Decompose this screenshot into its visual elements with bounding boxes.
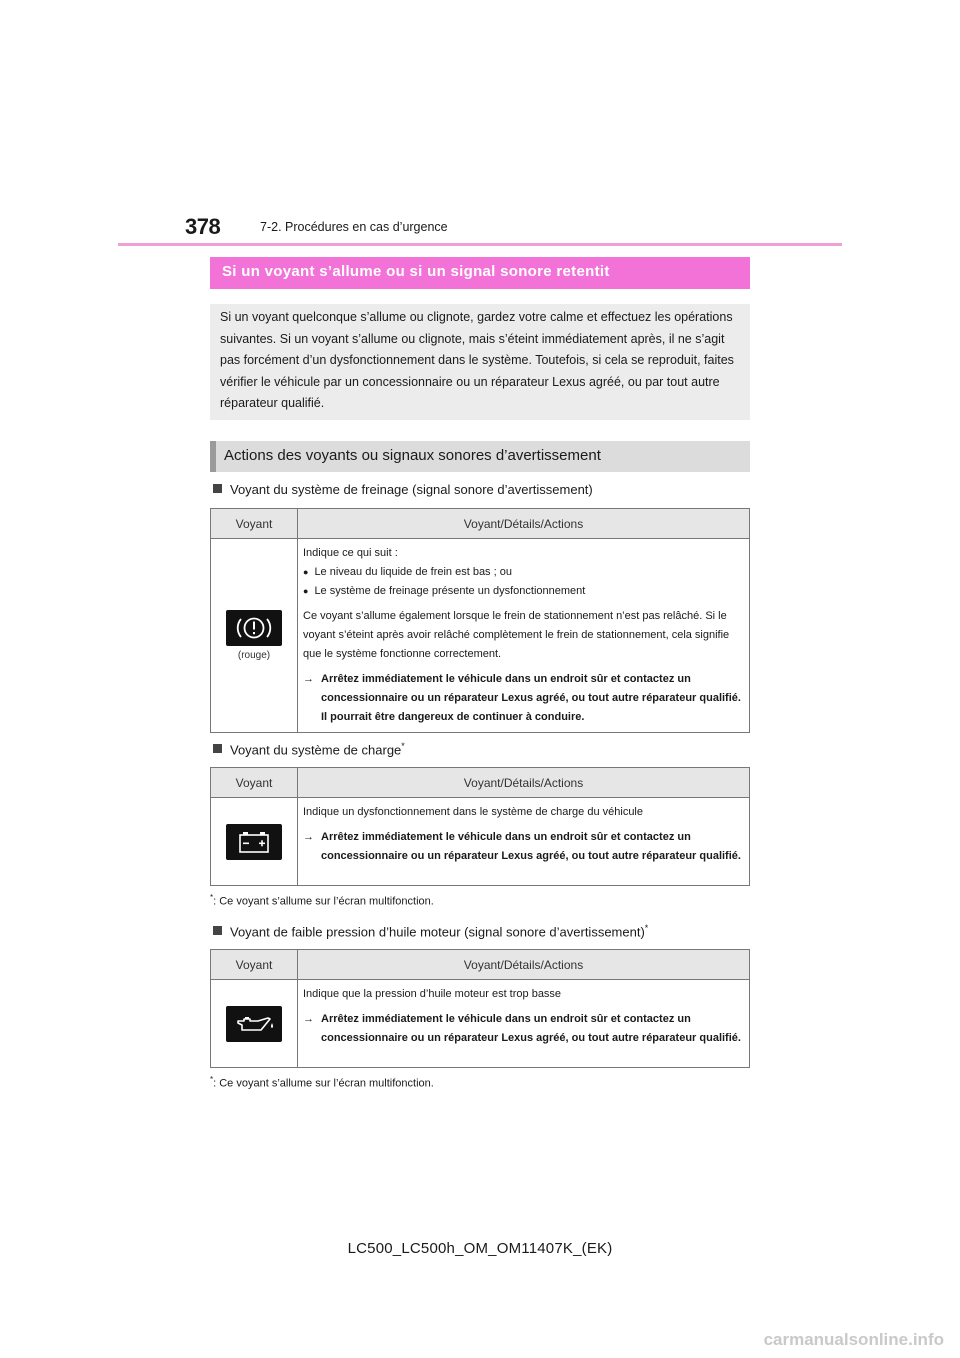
square-bullet-icon [213,484,222,493]
brake-action [303,670,744,727]
charge-footnote [210,893,434,908]
square-bullet-icon [213,926,222,935]
col-header-voyant: Voyant [211,950,298,980]
intro-text: Si un voyant quelconque s’allume ou clignote, gardez votre calme et effectuez les opérations suivantes. Si un voyant s’allume ou clignote, mais s’éteint immédiatement après, il ne s’agit pas forcément d’un dysfonctionnement dans le système. Toutefois, si cela se reproduit, faites vérifier le véhicule par un concessionnaire ou un réparateur Lexus agréé, ou par tout autre réparateur qualifié. [220,310,734,410]
section-header: Actions des voyants ou signaux sonores d’avertissement [210,441,750,472]
arrow-icon: → [303,1013,314,1025]
col-header-details: Voyant/Détails/Actions [298,950,750,980]
oil-action [303,1010,744,1048]
charge-action-text: Arrêtez immédiatement le véhicule dans un endroit sûr et contactez un concessionnaire ou un réparateur Lexus agréé, ou tout autre réparateur qualifié. [321,831,741,862]
oil-footnote [210,1075,434,1090]
section-banner: Si un voyant s’allume ou si un signal sonore retentit [210,257,750,289]
charge-footnote-text: : Ce voyant s’allume sur l’écran multifonction. [213,895,434,908]
oil-table [210,949,750,1068]
col-header-details: Voyant/Détails/Actions [298,509,750,539]
footnote-star: * [210,1075,214,1084]
oil-title: Voyant de faible pression d’huile moteur (signal sonore d’avertissement) [230,924,645,940]
charge-icon-cell [211,798,298,886]
brake-bullet-2: ● Le système de freinage présente un dysfonctionnement [303,582,744,601]
col-header-voyant: Voyant [211,768,298,798]
charge-footnote-mark: * [401,741,405,751]
brake-subtitle [213,482,593,497]
charge-detail: Indique un dysfonctionnement dans le système de charge du véhicule [303,806,643,818]
watermark: carmanualsonline.info [763,1330,944,1349]
brake-title: Voyant du système de freinage (signal sonore d’avertissement) [230,482,593,497]
header-rule [118,243,842,246]
battery-icon [226,824,282,860]
col-header-details: Voyant/Détails/Actions [298,768,750,798]
brake-intro: Indique ce qui suit : [303,547,398,559]
brake-warning-icon [226,610,282,646]
brake-paragraph: Ce voyant s’allume également lorsque le frein de stationnement n’est pas relâché. Si le voyant s’éteint après avoir relâché complètement le frein de stationnement, cela signifie que le système fonctionne correctement. [303,610,730,660]
oil-details [298,980,750,1068]
charge-details [298,798,750,886]
charge-subtitle [213,741,405,757]
brake-color-label: (rouge) [237,650,271,661]
brake-table [210,508,750,733]
charge-title: Voyant du système de charge [230,742,402,758]
charge-table [210,767,750,886]
oil-icon-cell [211,980,298,1068]
col-header-voyant: Voyant [211,509,298,539]
brake-details [298,539,750,733]
oil-action-text: Arrêtez immédiatement le véhicule dans un endroit sûr et contactez un concessionnaire ou un réparateur Lexus agréé, ou tout autre réparateur qualifié. [321,1013,741,1044]
oil-detail: Indique que la pression d’huile moteur est trop basse [303,988,562,1000]
brake-action-text: Arrêtez immédiatement le véhicule dans un endroit sûr et contactez un concessionnaire ou un réparateur Lexus agréé, ou tout autre réparateur qualifié. Il pourrait être dangereux de continuer à conduire. [321,673,741,723]
page-number: 378 [185,214,221,239]
oil-subtitle [213,923,648,939]
oil-can-icon [226,1006,282,1042]
oil-footnote-mark: * [644,923,649,933]
arrow-icon: → [303,831,314,843]
square-bullet-icon [213,744,222,753]
footnote-star: * [210,893,214,902]
brake-bullet-1: ● Le niveau du liquide de frein est bas ; ou [303,563,744,582]
document-code: LC500_LC500h_OM_OM11407K_(EK) [347,1240,613,1257]
arrow-icon: → [303,673,314,685]
oil-footnote-text: : Ce voyant s’allume sur l’écran multifonction. [213,1077,434,1090]
brake-icon-cell [211,539,298,733]
charge-action [303,828,744,866]
intro-box [210,304,750,420]
chapter-title: 7-2. Procédures en cas d’urgence [260,220,448,234]
